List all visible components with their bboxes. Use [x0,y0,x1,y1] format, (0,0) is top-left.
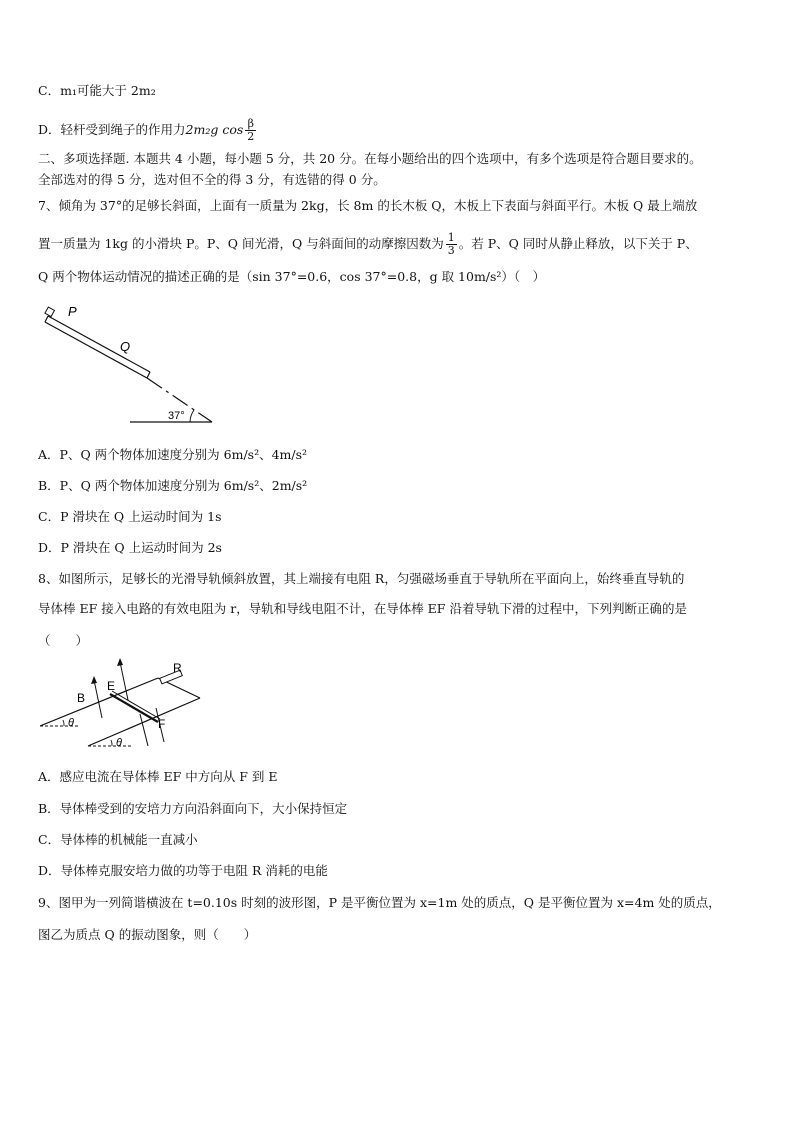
q6-option-d-fraction [245,118,256,143]
angle-arc [190,410,194,422]
q7-stem-line3: Q 两个物体运动情况的描述正确的是（sin 37°=0.6，cos 37°=0.8，g 取 10m/s²）（ ） [38,269,546,284]
q7-stem-line2-part1: 置一质量为 1kg 的小滑块 P。P、Q 间光滑，Q 与斜面间的动摩擦因数为 [38,236,444,251]
q7-friction-fraction [446,232,457,257]
q7-option-d: D．P 滑块在 Q 上运动时间为 2s [38,540,222,555]
board-q-top-edge [48,316,150,372]
label-p: P [68,304,77,319]
q9-stem-line2: 图乙为质点 Q 的振动图象，则（ ） [38,927,257,942]
label-theta-1: θ [68,717,74,729]
q8-option-a: A．感应电流在导体棒 EF 中方向从 F 到 E [38,769,278,784]
rail-right [88,698,200,746]
board-q-end [147,372,150,378]
q8-rails-figure [40,658,210,753]
label-theta-2: θ [116,737,122,749]
label-r: R [173,661,182,675]
rod-ef-edge [112,691,160,719]
fraction-denominator: 2 [247,130,255,143]
arrow-up-icon [117,658,123,666]
q8-option-b: B．导体棒受到的安培力方向沿斜面向下，大小保持恒定 [38,801,348,816]
field-line [120,662,128,700]
q8-option-d: D．导体棒克服安培力做的功等于电阻 R 消耗的电能 [38,863,328,878]
q7-option-a: A．P、Q 两个物体加速度分别为 6m/s²、4m/s² [38,447,308,462]
angle-label: 37° [168,410,185,422]
field-line [94,680,102,718]
q7-incline-figure [40,302,220,427]
section-2-instructions-line2: 全部选对的得 5 分，选对但不全的得 3 分，有选错的得 0 分。 [38,172,386,187]
q7-stem-line1: 7、倾角为 37°的足够长斜面，上面有一质量为 2kg，长 8m 的长木板 Q，木板上下表面与斜面平行。木板 Q 最上端放 [38,198,698,213]
label-q: Q [120,339,131,354]
fraction-denominator: 3 [447,244,455,257]
rod-ef [110,694,158,722]
angle-arc [111,740,112,746]
label-b: B [77,691,86,705]
q8-option-c: C．导体棒的机械能一直减小 [38,832,198,847]
arrow-up-icon [91,676,97,684]
q7-stem-line2-part2: 。若 P、Q 同时从静止释放，以下关于 P、 [458,236,698,251]
fraction-numerator: β [245,118,256,131]
q6-option-d [38,118,258,143]
angle-arc [63,720,64,726]
label-f: F [158,717,166,731]
q6-option-c: C．m₁可能大于 2m₂ [38,83,156,98]
block-p [45,307,55,317]
board-q-bottom-edge [45,322,147,378]
q8-stem-line2: 导体棒 EF 接入电路的有效电阻为 r，导轨和导线电阻不计，在导体棒 EF 沿着导轨下滑的过程中，下列判断正确的是 [38,601,687,616]
fraction-numerator: 1 [447,231,455,244]
q6-option-d-expr: 2m₂g cos [185,122,244,137]
q7-option-c: C．P 滑块在 Q 上运动时间为 1s [38,509,222,524]
label-e: E [107,679,116,693]
field-line [140,714,148,746]
q9-stem-line1: 9、图甲为一列简谐横波在 t=0.10s 时刻的波形图，P 是平衡位置为 x=1m 处的质点，Q 是平衡位置为 x=4m 处的质点， [38,895,721,910]
board-q-end [45,316,48,322]
q7-stem-line2 [38,232,698,257]
q8-stem-line3: （ ） [38,633,89,648]
q6-option-d-text: D．轻杆受到绳子的作用力 [38,122,186,137]
section-2-instructions-line1: 二、多项选择题. 本题共 4 小题，每小题 5 分，共 20 分。在每小题给出的四个选项中，有多个选项是符合题目要求的。 [38,151,702,166]
q8-stem-line1: 8、如图所示，足够长的光滑导轨倾斜放置，其上端接有电阻 R，匀强磁场垂直于导轨所在平面向上，始终垂直导轨的 [38,571,685,586]
q7-option-b: B．P、Q 两个物体加速度分别为 6m/s²、2m/s² [38,478,308,493]
